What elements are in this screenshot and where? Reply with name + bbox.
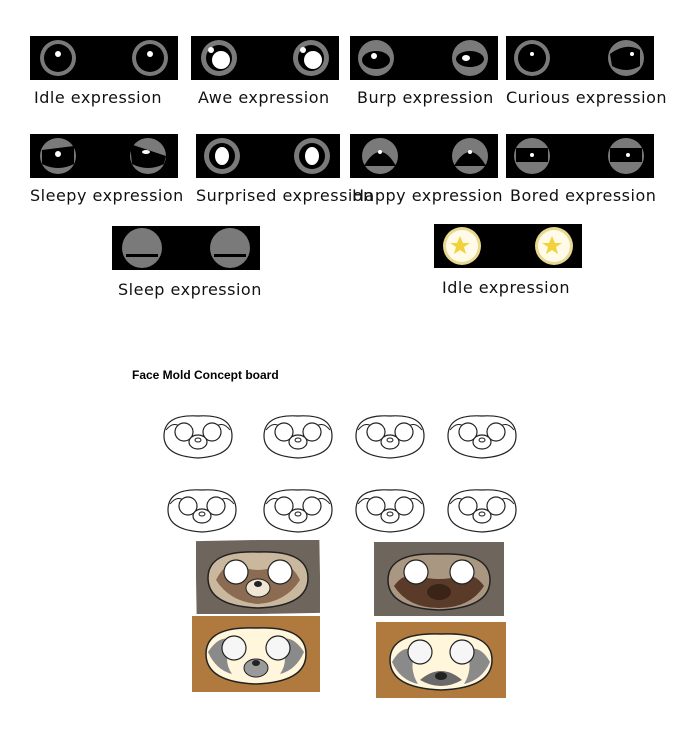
- expression-idle: [30, 36, 178, 80]
- expression-label-bored: Bored expression: [510, 186, 657, 205]
- eye-bar-sleep: [112, 226, 260, 270]
- expression-burp: [350, 36, 498, 80]
- face-outline: [356, 490, 424, 532]
- expression-bored: [506, 134, 654, 178]
- eye-bar-awe: [191, 36, 339, 80]
- face-outline: [264, 490, 332, 532]
- expression-sleep: [112, 226, 260, 270]
- expression-label-surprised: Surprised expression: [196, 186, 374, 205]
- eye-bar-idle: [30, 36, 178, 80]
- expression-label-curious: Curious expression: [506, 88, 667, 107]
- face-mold-outlines: [160, 410, 530, 540]
- expression-label-burp: Burp expression: [357, 88, 494, 107]
- eye-bar-idle-star: [434, 224, 582, 268]
- face-outline: [448, 490, 516, 532]
- expression-label-happy: Happy expression: [352, 186, 504, 205]
- expression-label-awe: Awe expression: [198, 88, 330, 107]
- face-outline: [168, 490, 236, 532]
- eye-bar-sleepy: [30, 134, 178, 178]
- expression-idle-star: [434, 224, 582, 268]
- expression-label-idle: Idle expression: [34, 88, 163, 107]
- expression-awe: [191, 36, 339, 80]
- concept-board-title: Face Mold Concept board: [132, 368, 279, 382]
- expression-curious: [506, 36, 654, 80]
- face-outline: [264, 416, 332, 458]
- face-outline: [448, 416, 516, 458]
- color-panel-brown-dark: [376, 622, 506, 698]
- eye-bar-happy: [350, 134, 498, 178]
- expression-label-sleep: Sleep expression: [118, 280, 262, 299]
- color-panel-gray-dark: [374, 542, 504, 616]
- color-panel-brown-light: [192, 616, 320, 692]
- expression-label-idle-star: Idle expression: [442, 278, 571, 297]
- expression-surprised: [196, 134, 340, 178]
- expression-sleepy: [30, 134, 178, 178]
- eye-bar-burp: [350, 36, 498, 80]
- expression-happy: [350, 134, 498, 178]
- eye-bar-curious: [506, 36, 654, 80]
- eye-bar-surprised: [196, 134, 340, 178]
- eye-bar-bored: [506, 134, 654, 178]
- expression-label-sleepy: Sleepy expression: [30, 186, 184, 205]
- color-panel-gray-light: [196, 540, 320, 614]
- face-outline: [164, 416, 232, 458]
- face-outline: [356, 416, 424, 458]
